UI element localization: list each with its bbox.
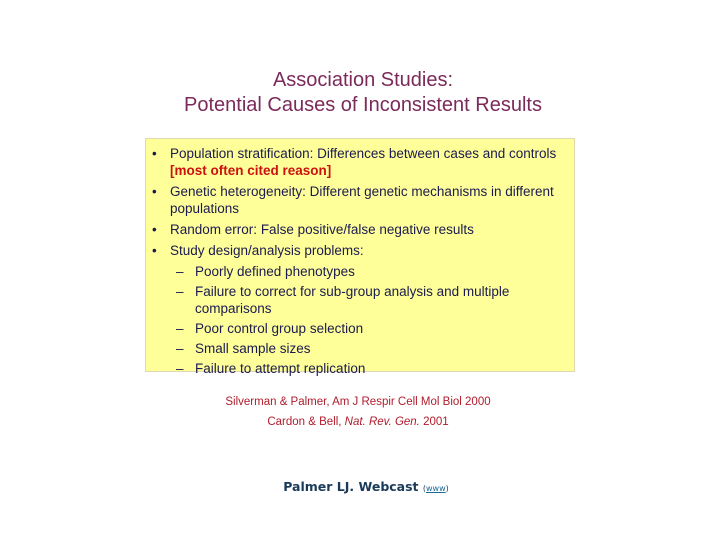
close-paren: ) xyxy=(445,484,449,493)
citation-line-1: Silverman & Palmer, Am J Respir Cell Mol Biol 2000 xyxy=(225,396,491,408)
citation-journal: Nat. Rev. Gen. xyxy=(344,416,420,428)
list-item-study-design xyxy=(150,242,570,259)
sub-item-text: Small sample sizes xyxy=(195,341,311,356)
bullet-icon: • xyxy=(152,146,157,161)
sub-item-text: Poor control group selection xyxy=(195,321,364,336)
dash-icon: – xyxy=(176,264,184,279)
list-item-random-error xyxy=(150,221,570,238)
citation-line-2 xyxy=(0,412,716,432)
open-paren: ( xyxy=(422,484,427,493)
dash-icon: – xyxy=(176,321,184,336)
list-item-genetic-heterogeneity xyxy=(150,183,570,217)
citations xyxy=(0,392,716,432)
bullet-icon: • xyxy=(152,243,157,258)
item-label: Random error: xyxy=(170,222,258,237)
footer-text: Palmer LJ. Webcast xyxy=(283,479,419,494)
dash-icon: – xyxy=(176,284,184,299)
citation-authors: Cardon & Bell, xyxy=(267,416,342,428)
list-item-population-stratification xyxy=(150,145,570,179)
item-label: Genetic heterogeneity: xyxy=(170,184,306,199)
footer-link-group xyxy=(423,484,449,493)
item-description: False positive/false negative results xyxy=(260,222,474,237)
bullet-icon: • xyxy=(152,184,157,199)
title-line-2: Potential Causes of Inconsistent Results xyxy=(184,94,542,116)
sub-item-phenotypes xyxy=(150,263,570,280)
sub-item-sample-sizes xyxy=(150,340,570,357)
footer xyxy=(0,479,720,494)
sub-item-text: Poorly defined phenotypes xyxy=(195,264,355,279)
sub-item-text: Failure to correct for sub-group analysis and multiple comparisons xyxy=(195,284,510,316)
item-label: Study design/analysis problems: xyxy=(170,243,364,258)
sub-item-subgroup-analysis xyxy=(150,283,570,317)
content-box xyxy=(145,138,575,376)
dash-icon: – xyxy=(176,341,184,356)
slide-title xyxy=(0,68,720,118)
sub-item-replication xyxy=(150,360,570,377)
sub-item-control-group xyxy=(150,320,570,337)
title-line-1: Association Studies: xyxy=(272,69,454,91)
item-description: Differences between cases and controls xyxy=(317,146,557,161)
sub-item-text: Failure to attempt replication xyxy=(195,361,366,376)
item-label: Population stratification: xyxy=(170,146,314,161)
dash-icon: – xyxy=(176,361,184,376)
bullet-icon: • xyxy=(152,222,157,237)
webcast-link[interactable]: www xyxy=(426,484,446,493)
bullet-list xyxy=(150,145,570,380)
item-highlight: [most often cited reason] xyxy=(170,163,332,178)
item-description: Different genetic mechanisms in different populations xyxy=(170,184,554,216)
citation-year: 2001 xyxy=(423,416,449,428)
